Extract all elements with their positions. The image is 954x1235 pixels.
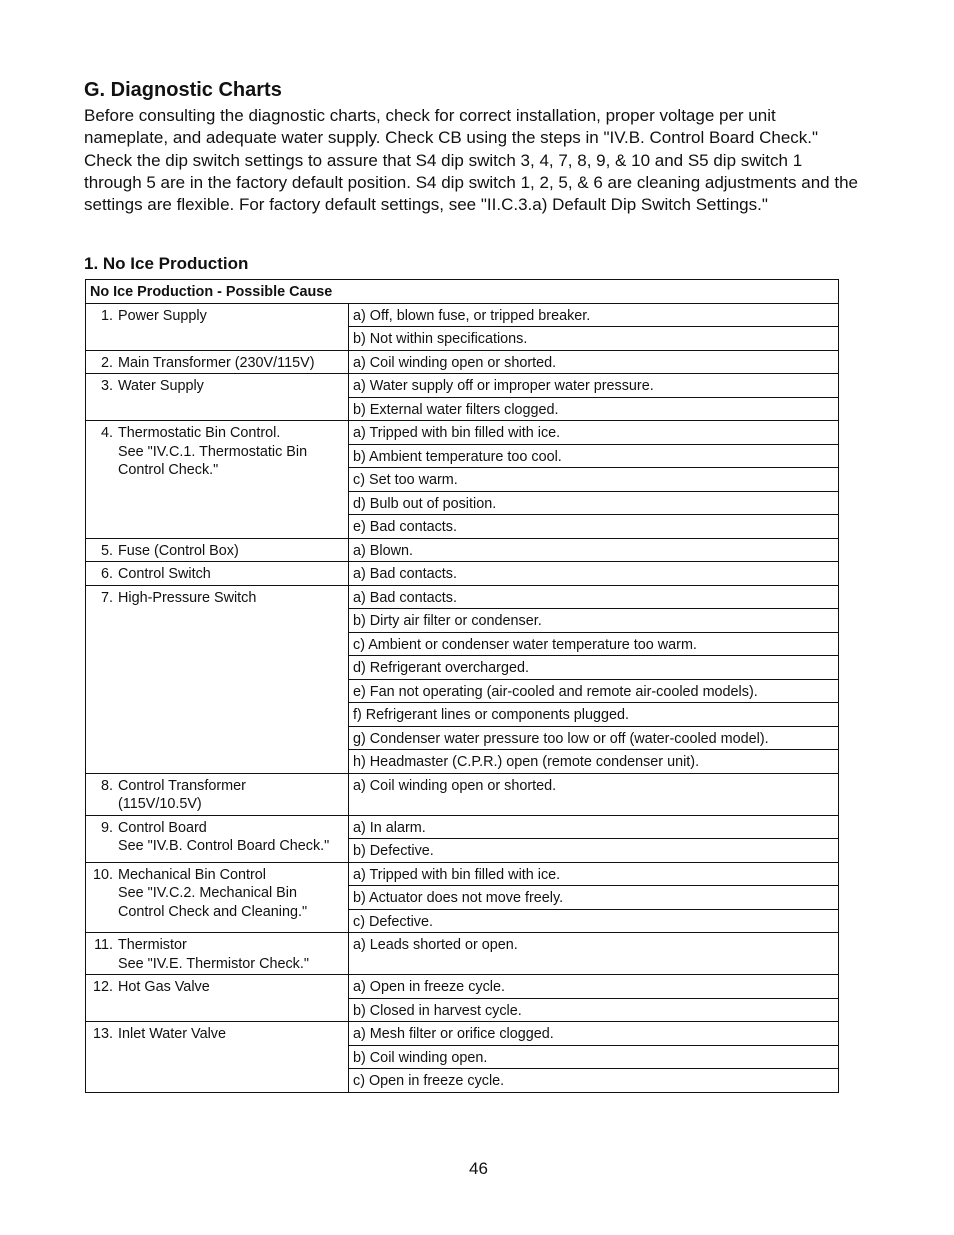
cause-text: Control Transformer <box>118 777 246 794</box>
cause-line <box>90 936 344 955</box>
cause-line <box>90 955 344 974</box>
detail-cell: b) Not within specifications. <box>349 327 839 351</box>
detail-cell: b) External water filters clogged. <box>349 397 839 421</box>
cause-cell <box>86 1022 349 1093</box>
cause-text: See "IV.C.1. Thermostatic Bin <box>118 443 308 460</box>
cause-text: Inlet Water Valve <box>118 1026 226 1042</box>
cause-text: Mechanical Bin Control <box>118 866 266 883</box>
cause-text: Fuse (Control Box) <box>118 542 239 559</box>
cause-text: Thermistor <box>118 937 187 953</box>
cause-line <box>90 795 344 814</box>
detail-cell: b) Defective. <box>349 839 839 863</box>
table-row <box>86 562 839 586</box>
detail-cell: a) Coil winding open or shorted. <box>349 350 839 374</box>
page-number: 46 <box>469 1159 488 1178</box>
detail-cell: b) Closed in harvest cycle. <box>349 998 839 1022</box>
cause-line <box>90 837 344 856</box>
cause-text: See "IV.E. Thermistor Check." <box>118 955 309 972</box>
cause-line <box>90 884 344 903</box>
cause-number: 1. <box>100 307 113 324</box>
cause-text: Hot Gas Valve <box>118 979 210 995</box>
cause-cell <box>86 585 349 773</box>
section-heading: G. Diagnostic Charts <box>84 79 282 101</box>
table-row <box>86 975 839 999</box>
cause-line <box>90 354 344 373</box>
cause-line <box>90 565 344 584</box>
detail-cell: a) In alarm. <box>349 815 839 839</box>
cause-line <box>90 819 344 838</box>
detail-cell: b) Ambient temperature too cool. <box>349 444 839 468</box>
cause-number: 7. <box>100 589 113 606</box>
cause-line <box>90 589 344 608</box>
cause-cell <box>86 773 349 815</box>
detail-cell: b) Dirty air filter or condenser. <box>349 609 839 633</box>
table-row <box>86 815 839 839</box>
cause-text: Control Check and Cleaning." <box>118 903 308 920</box>
cause-text: Control Check." <box>118 462 219 478</box>
detail-cell: a) Coil winding open or shorted. <box>349 773 839 815</box>
cause-line <box>90 866 344 885</box>
cause-cell <box>86 975 349 1022</box>
table-row <box>86 773 839 815</box>
cause-number: 3. <box>100 378 113 394</box>
table-header-row <box>86 280 839 304</box>
cause-text: High-Pressure Switch <box>118 589 257 606</box>
table-row <box>86 303 839 327</box>
cause-text: Power Supply <box>118 307 207 324</box>
detail-cell: c) Open in freeze cycle. <box>349 1069 839 1093</box>
cause-number: 8. <box>100 777 113 794</box>
detail-cell: h) Headmaster (C.P.R.) open (remote condenser unit). <box>349 750 839 774</box>
cause-line <box>90 424 344 443</box>
detail-cell: e) Bad contacts. <box>349 515 839 539</box>
cause-cell <box>86 862 349 933</box>
table-row <box>86 374 839 398</box>
cause-number: 13. <box>92 1026 113 1042</box>
cause-cell <box>86 933 349 975</box>
detail-cell: a) Tripped with bin filled with ice. <box>349 862 839 886</box>
cause-cell <box>86 303 349 350</box>
detail-cell: d) Bulb out of position. <box>349 491 839 515</box>
table-row <box>86 862 839 886</box>
cause-text: See "IV.B. Control Board Check." <box>118 838 330 854</box>
cause-cell <box>86 562 349 586</box>
detail-cell: a) Bad contacts. <box>349 562 839 586</box>
cause-number: 4. <box>100 425 113 441</box>
cause-number: 9. <box>100 819 113 836</box>
table-header: No Ice Production - Possible Cause <box>86 280 839 304</box>
table-row <box>86 585 839 609</box>
cause-number: 12. <box>92 979 113 995</box>
detail-cell: a) Open in freeze cycle. <box>349 975 839 999</box>
detail-cell: c) Set too warm. <box>349 468 839 492</box>
cause-text: Main Transformer (230V/115V) <box>118 354 315 371</box>
detail-cell: a) Mesh filter or orifice clogged. <box>349 1022 839 1046</box>
detail-cell: f) Refrigerant lines or components plugged. <box>349 703 839 727</box>
cause-line <box>90 443 344 462</box>
detail-cell: a) Water supply off or improper water pressure. <box>349 374 839 398</box>
cause-cell <box>86 538 349 562</box>
detail-cell: e) Fan not operating (air-cooled and remote air-cooled models). <box>349 679 839 703</box>
intro-paragraph: Before consulting the diagnostic charts, check for correct installation, proper voltage per unit nameplate, and adequate water supply. Check CB using the steps in "IV.B. Control Board Check." Check the dip switch settings to assure that S4 dip switch 3, 4, 7, 8, 9, & 10 and S5 dip switch 1 through 5 are in the factory default position. S4 dip switch 1, 2, 5, & 6 are cleaning adjustments and the settings are flexible. For factory default settings, see "II.C.3.a) Default Dip Switch Settings." <box>84 106 858 215</box>
detail-cell: c) Defective. <box>349 909 839 933</box>
detail-cell: a) Leads shorted or open. <box>349 933 839 975</box>
cause-line <box>90 307 344 326</box>
detail-cell: c) Ambient or condenser water temperature too warm. <box>349 632 839 656</box>
cause-number: 6. <box>100 566 113 582</box>
cause-line <box>90 461 344 480</box>
detail-cell: a) Bad contacts. <box>349 585 839 609</box>
detail-cell: a) Off, blown fuse, or tripped breaker. <box>349 303 839 327</box>
diagnostic-table <box>85 279 839 1093</box>
subsection-heading: 1. No Ice Production <box>84 254 249 273</box>
cause-number: 10. <box>92 866 113 883</box>
cause-line <box>90 777 344 796</box>
cause-line <box>90 377 344 396</box>
detail-cell: d) Refrigerant overcharged. <box>349 656 839 680</box>
table-body <box>86 303 839 1092</box>
detail-cell: g) Condenser water pressure too low or off (water-cooled model). <box>349 726 839 750</box>
detail-cell: a) Blown. <box>349 538 839 562</box>
table-row <box>86 421 839 445</box>
cause-text: Water Supply <box>118 378 204 394</box>
cause-line <box>90 903 344 922</box>
table-row <box>86 933 839 975</box>
cause-number: 2. <box>100 354 113 371</box>
cause-number: 11. <box>94 937 113 953</box>
table-row <box>86 350 839 374</box>
cause-number: 5. <box>100 542 113 559</box>
cause-line <box>90 978 344 997</box>
cause-text: Control Switch <box>118 566 211 582</box>
cause-line <box>90 542 344 561</box>
table-row <box>86 538 839 562</box>
detail-cell: a) Tripped with bin filled with ice. <box>349 421 839 445</box>
cause-cell <box>86 350 349 374</box>
cause-line <box>90 1025 344 1044</box>
cause-cell <box>86 421 349 539</box>
detail-cell: b) Actuator does not move freely. <box>349 886 839 910</box>
cause-text: See "IV.C.2. Mechanical Bin <box>118 885 297 901</box>
cause-cell <box>86 374 349 421</box>
table-row <box>86 1022 839 1046</box>
cause-cell <box>86 815 349 862</box>
cause-text: Control Board <box>118 819 207 836</box>
detail-cell: b) Coil winding open. <box>349 1045 839 1069</box>
cause-text: (115V/10.5V) <box>118 796 202 812</box>
cause-text: Thermostatic Bin Control. <box>118 425 281 441</box>
